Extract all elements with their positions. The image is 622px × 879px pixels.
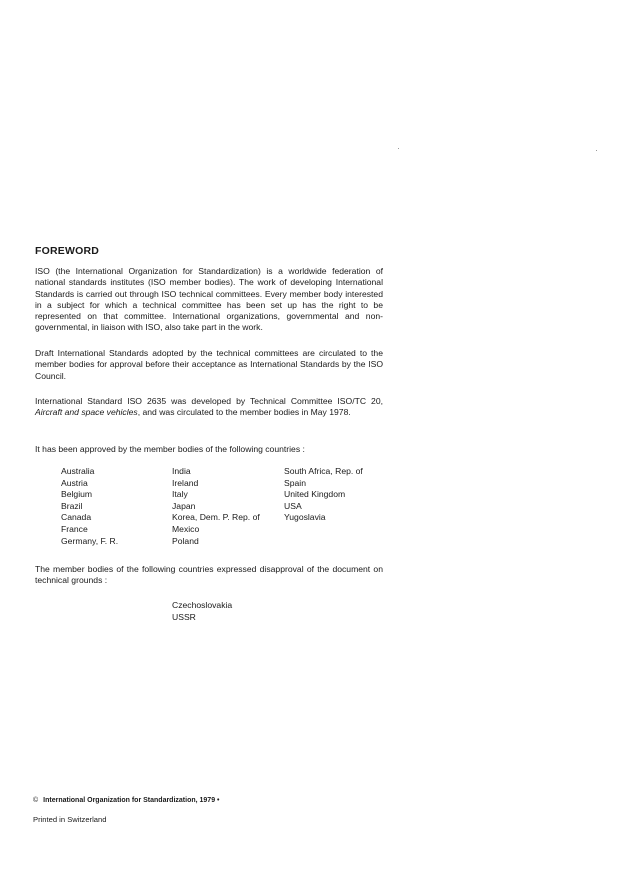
country-item: USA [284, 500, 302, 511]
country-item: France [61, 523, 88, 534]
printed-location: Printed in Switzerland [33, 815, 107, 824]
foreword-heading: FOREWORD [35, 245, 100, 257]
country-item: Mexico [172, 523, 200, 534]
country-item: Canada [61, 512, 92, 523]
standard-development-text-end: , and was circulated to the member bodies in May 1978. [137, 407, 351, 418]
paragraph-approval: It has been approved by the member bodies of the following countries : [35, 444, 305, 454]
country-item: Yugoslavia [284, 512, 326, 523]
country-item: Belgium [61, 489, 93, 500]
copyright-line [33, 797, 219, 804]
country-item: Poland [172, 535, 199, 546]
country-item: Japan [172, 500, 196, 511]
country-item: USSR [172, 611, 196, 622]
paragraph-iso-intro: ISO (the International Organization for Standardization) is a worldwide federation of national standards institutes (ISO member bodies). The work of developing International Standards is carried out through ISO technical committees. Every member body interested in a subject for which a technical committee has been set up has the right to be represented on that committee. International organizations, governmental and non-governmental, in liaison with ISO, also take part in the work. [35, 266, 383, 333]
country-item: Czechoslovakia [172, 600, 233, 610]
committee-title: Aircraft and space vehicles [35, 407, 138, 418]
copyright-symbol: © [33, 797, 39, 804]
paragraph-draft-standards: Draft International Standards adopted by the technical committees are circulated to the member bodies for approval before their acceptance as International Standards by the ISO Council. [35, 348, 383, 381]
approving-countries-column-2 [172, 466, 260, 547]
country-item: Italy [172, 489, 188, 500]
country-item: Austria [61, 477, 88, 488]
country-item: Germany, F. R. [61, 535, 119, 546]
disapproving-countries [172, 600, 232, 623]
standard-development-text: International Standard ISO 2635 was developed by Technical Committee ISO/TC 20, [35, 396, 383, 406]
paragraph-disapproval: The member bodies of the following countries expressed disapproval of the document on technical grounds : [35, 564, 383, 586]
copyright-text: International Organization for Standardization, 1979 • [43, 797, 220, 804]
country-item: Brazil [61, 500, 83, 511]
country-item: Spain [284, 477, 306, 488]
country-item: South Africa, Rep. of [284, 466, 363, 476]
paragraph-standard-development [35, 396, 383, 419]
approving-countries-column-1 [61, 466, 118, 547]
country-item: Australia [61, 466, 95, 476]
scan-speck [596, 150, 597, 151]
country-item: United Kingdom [284, 489, 346, 500]
country-item: Korea, Dem. P. Rep. of [172, 512, 260, 523]
scan-speck [398, 148, 399, 149]
country-item: Ireland [172, 477, 199, 488]
country-item: India [172, 466, 191, 476]
approving-countries-column-3 [284, 466, 363, 524]
